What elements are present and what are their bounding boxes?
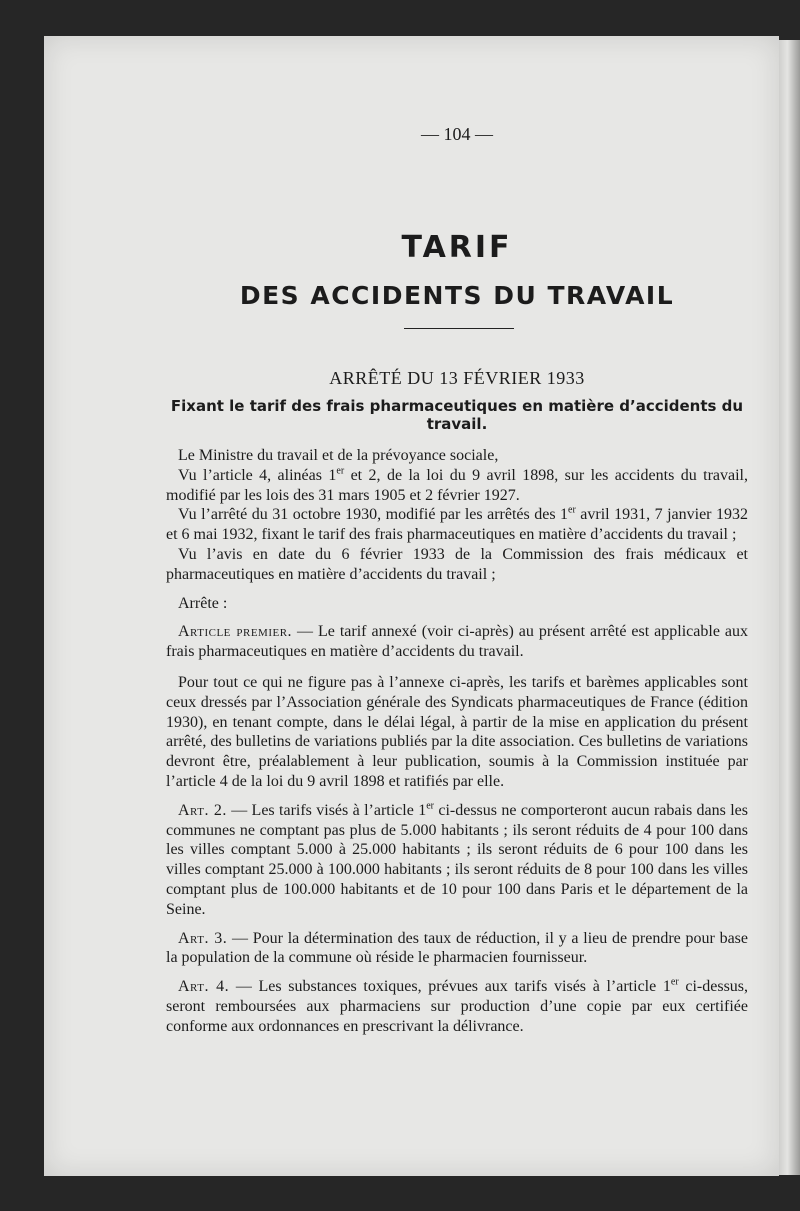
paragraph-arrete: Arrête : — [178, 594, 228, 612]
paragraph-vu-avis: Vu l’avis en date du 6 février 1933 de la Commission des frais médicaux et pharmaceutiques en matière d’accidents du travail ; — [166, 545, 748, 583]
arrete-heading: ARRÊTÉ DU 13 FÉVRIER 1933 — [329, 368, 585, 388]
article-premier: Article premier. — Le tarif annexé (voir ci-après) au présent arrêté est applicable aux frais pharmaceutiques en matière d’accidents du travail. — [166, 623, 749, 661]
title-rule — [404, 328, 514, 329]
title-tarif: TARIF — [401, 230, 513, 265]
article-4: Art. 4. — Les substances toxiques, prévues aux tarifs visés à l’article 1er ci-dessus, seront remboursées aux pharmaciens sur production d’une copie par eux certifiée conforme aux ordonnances en prescrivant la délivrance. — [166, 976, 749, 1035]
arrete-subtitle: Fixant le tarif des frais pharmaceutiques en matière d’accidents du travail. — [170, 397, 744, 433]
paragraph-vu-article-4: Vu l’article 4, alinéas 1er et 2, de la loi du 9 avril 1898, sur les accidents du travail, modifié par les lois des 31 mars 1905 et 2 février 1927. — [166, 465, 748, 504]
paragraph-ministre: Le Ministre du travail et de la prévoyance sociale, — [178, 447, 499, 464]
article-3: Art. 3. — Pour la détermination des taux de réduction, il y a lieu de prendre pour base la population de la commune où réside le pharmacien fournisseur. — [166, 929, 749, 967]
document-body — [166, 446, 748, 1037]
paragraph-tarifs-baremes: Pour tout ce qui ne figure pas à l’annexe ci-après, les tarifs et barèmes applicables sont ceux dressés par l’Association générale des Syndicats pharmaceutiques de France (édition 1930), en tenant compte, dans le délai légal, à partir de la mise en application du présent arrêté, des bulletins de variations publiés par la dite association. Ces bulletins de variations devront être, préalablement à leur publication, soumis à la Commission instituée par l’article 4 de la loi du 9 avril 1898 et ratifiés par elle. — [166, 673, 748, 790]
page-number: — 104 — — [421, 124, 493, 144]
title-accidents-du-travail: DES ACCIDENTS DU TRAVAIL — [239, 281, 675, 310]
page-content-layer — [44, 36, 779, 1176]
paragraph-vu-arrete-1930: Vu l’arrêté du 31 octobre 1930, modifié par les arrêtés des 1er avril 1931, 7 janvier 1932 et 6 mai 1932, fixant le tarif des frais pharmaceutiques en matière d’accidents du travail ; — [166, 505, 748, 544]
book-page-edge — [779, 40, 800, 1175]
article-2: Art. 2. — Les tarifs visés à l’article 1er ci-dessus ne comporteront aucun rabais dans les communes ne comptant pas plus de 5.000 habitants ; ils seront réduits de 4 pour 100 dans les villes comptant 5.000 à 25.000 habitants ; ils seront réduits de 6 pour 100 dans les villes comptant 25.000 à 100.000 habitants ; ils seront réduits de 8 pour 100 dans les villes comptant plus de 100.000 habitants et de 10 pour 100 dans Paris et le département de la Seine. — [166, 800, 748, 918]
